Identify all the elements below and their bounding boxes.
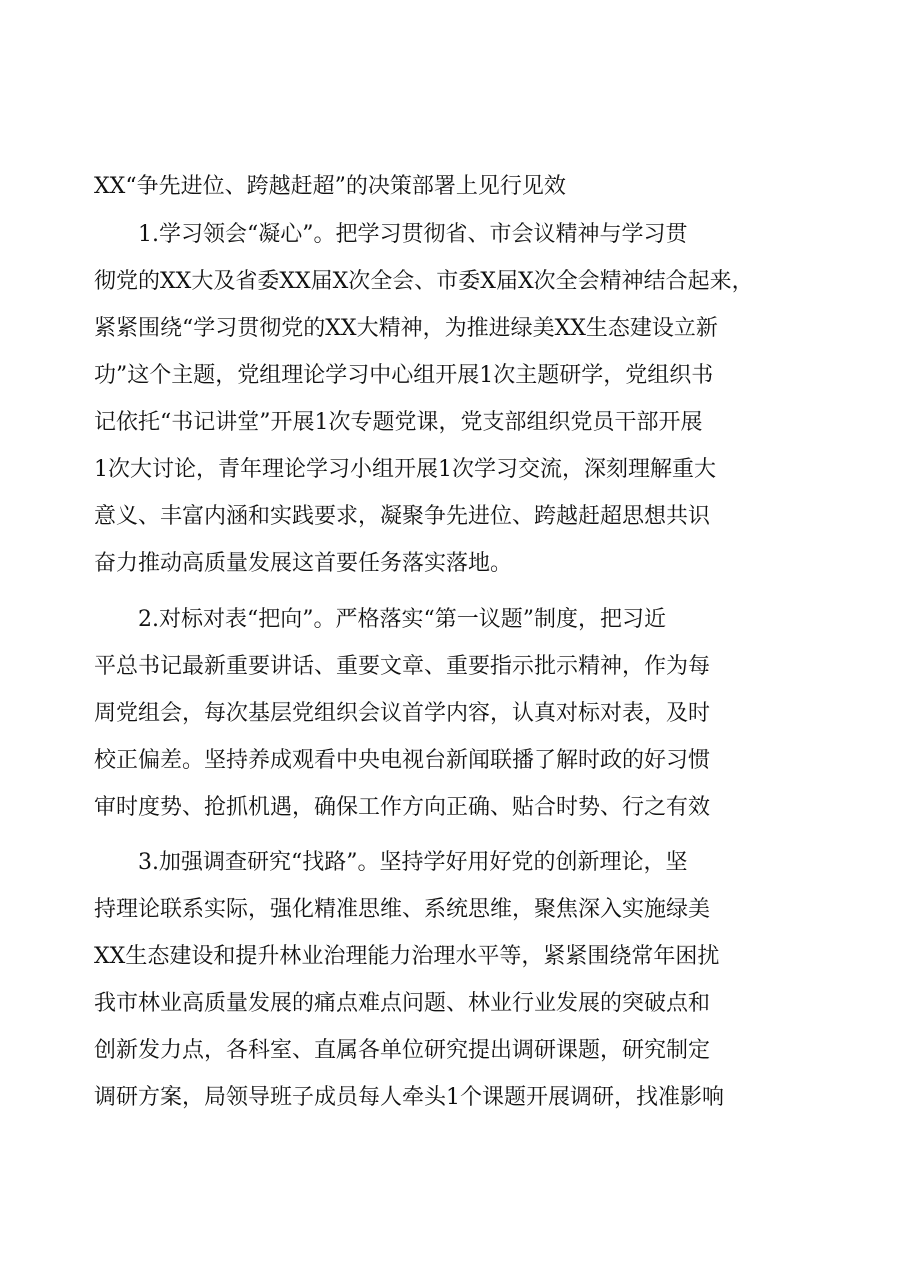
text-line: 功”这个主题，党组理论学习中心组开展1次主题研学，党组织书 — [94, 363, 714, 388]
text-line: XX“争先进位、跨越赶超”的决策部署上见行见效 — [94, 174, 566, 199]
text-line: XX生态建设和提升林业治理能力治理水平等，紧紧围绕常年困扰 — [94, 944, 720, 969]
text-line: 意义、丰富内涵和实践要求，凝聚争先进位、跨越赶超思想共识 — [94, 504, 711, 529]
text-line: 奋力推动高质量发展这首要任务落实落地。 — [94, 551, 513, 576]
text-line: 创新发力点，各科室、直属各单位研究提出调研课题，研究制定 — [94, 1038, 711, 1063]
text-line: 2.对标对表“把向”。严格落实“第一议题”制度，把习近 — [138, 607, 666, 632]
text-line: 周党组会，每次基层党组织会议首学内容，认真对标对表，及时 — [94, 701, 711, 726]
text-line: 校正偏差。坚持养成观看中央电视台新闻联播了解时政的好习惯 — [94, 748, 711, 773]
text-line: 记依托“书记讲堂”开展1次专题党课，党支部组织党员干部开展 — [94, 410, 703, 435]
text-line: 持理论联系实际，强化精准思维、系统思维，聚焦深入实施绿美 — [94, 897, 711, 922]
text-line: 彻党的XX大及省委XX届X次全会、市委X届X次全会精神结合起来， — [94, 269, 754, 294]
text-line: 审时度势、抢抓机遇，确保工作方向正确、贴合时势、行之有效 — [94, 795, 711, 820]
text-line: 调研方案，局领导班子成员每人牵头1个课题开展调研，找准影响 — [94, 1085, 724, 1110]
text-line: 1.学习领会“凝心”。把学习贯彻省、市会议精神与学习贯 — [138, 222, 688, 247]
text-line: 我市林业高质量发展的痛点难点问题、林业行业发展的突破点和 — [94, 991, 711, 1016]
text-line: 紧紧围绕“学习贯彻党的XX大精神，为推进绿美XX生态建设立新 — [94, 316, 718, 341]
text-line: 1次大讨论，青年理论学习小组开展1次学习交流，深刻理解重大 — [94, 457, 716, 482]
text-line: 平总书记最新重要讲话、重要文章、重要指示批示精神，作为每 — [94, 654, 711, 679]
text-line: 3.加强调查研究“找路”。坚持学好用好党的创新理论，坚 — [138, 850, 688, 875]
